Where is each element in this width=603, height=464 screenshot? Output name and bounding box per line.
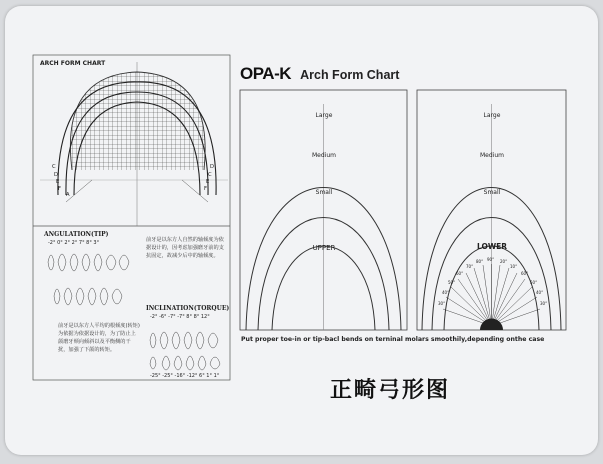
side-letter: F [204, 186, 207, 192]
side-letter: E [206, 179, 210, 185]
upper-label-large: Large [315, 112, 333, 119]
protractor-label: 30° [438, 301, 446, 306]
protractor-label: 40° [442, 290, 450, 295]
upper-label: UPPER [312, 244, 336, 252]
lower-description: 前牙是以东方人平均的根倾度(转矩)为依据为依据设计的，为了防止上颌磨牙颊向倾斜以及平衡侧的干扰，加强了下颌的转矩。 [58, 323, 140, 353]
brand-logo: OPA-K [240, 64, 292, 83]
protractor-base [480, 319, 503, 331]
upper-label-small: Small [315, 189, 333, 196]
protractor-label: 40° [536, 290, 544, 295]
side-letter: C [52, 164, 56, 170]
inclination-teeth-row [150, 332, 220, 370]
angulation-values: -2° 0° 2° 2° 7° 8° 3° [48, 240, 100, 246]
protractor-label: 70° [466, 264, 474, 269]
protractor-label: 50° [530, 280, 538, 285]
lower-label-large: Large [483, 112, 501, 119]
protractor-label: 90° [487, 257, 495, 262]
lower-label-small: Small [483, 189, 501, 196]
protractor-label: 80° [476, 259, 484, 264]
upper-label-medium: Medium [312, 152, 336, 159]
angulation-description: 前牙是以东方人自然的轴倾度为依据设计的，因考虑加强磨牙前的支抗固定，故减少后中的轴倾度。 [146, 237, 224, 259]
lower-label: LOWER [476, 242, 508, 251]
side-letter: A [66, 192, 70, 198]
protractor-label: 30° [540, 301, 548, 306]
inclination-bottom-values: -25° -25° -16° -12° 6° 1° 1° [150, 373, 220, 379]
side-letter: C [208, 172, 212, 178]
arch-grid [55, 70, 215, 175]
protractor-label: 50° [448, 280, 456, 285]
lower-teeth-row [54, 288, 122, 305]
side-letter: F [58, 186, 61, 192]
upper-teeth-row [48, 254, 129, 271]
arch-form-title: ARCH FORM CHART [40, 60, 106, 67]
protractor-label: 60° [456, 271, 464, 276]
protractor-label: 60° [521, 271, 529, 276]
chart-caption: Put proper toe-in or tip-bacl bends on terninal molars smoothily,depending onthe case [241, 336, 545, 343]
chinese-title: 正畸弓形图 [330, 378, 451, 403]
side-letter: D [210, 164, 214, 170]
chart-heading [240, 64, 399, 84]
protractor-label: 10° [510, 264, 518, 269]
angulation-title: ANGULATION(TIP) [44, 231, 109, 238]
inclination-title: INCLINATION(TORQUE) [146, 305, 230, 312]
inclination-values: -2° -6° -7° -7° 8° 8° 12° [150, 314, 210, 320]
lower-label-medium: Medium [480, 152, 504, 159]
side-letter: E [56, 179, 60, 185]
protractor-label: 20° [500, 259, 508, 264]
chart-title: Arch Form Chart [300, 68, 400, 82]
side-letter: D [54, 172, 58, 178]
